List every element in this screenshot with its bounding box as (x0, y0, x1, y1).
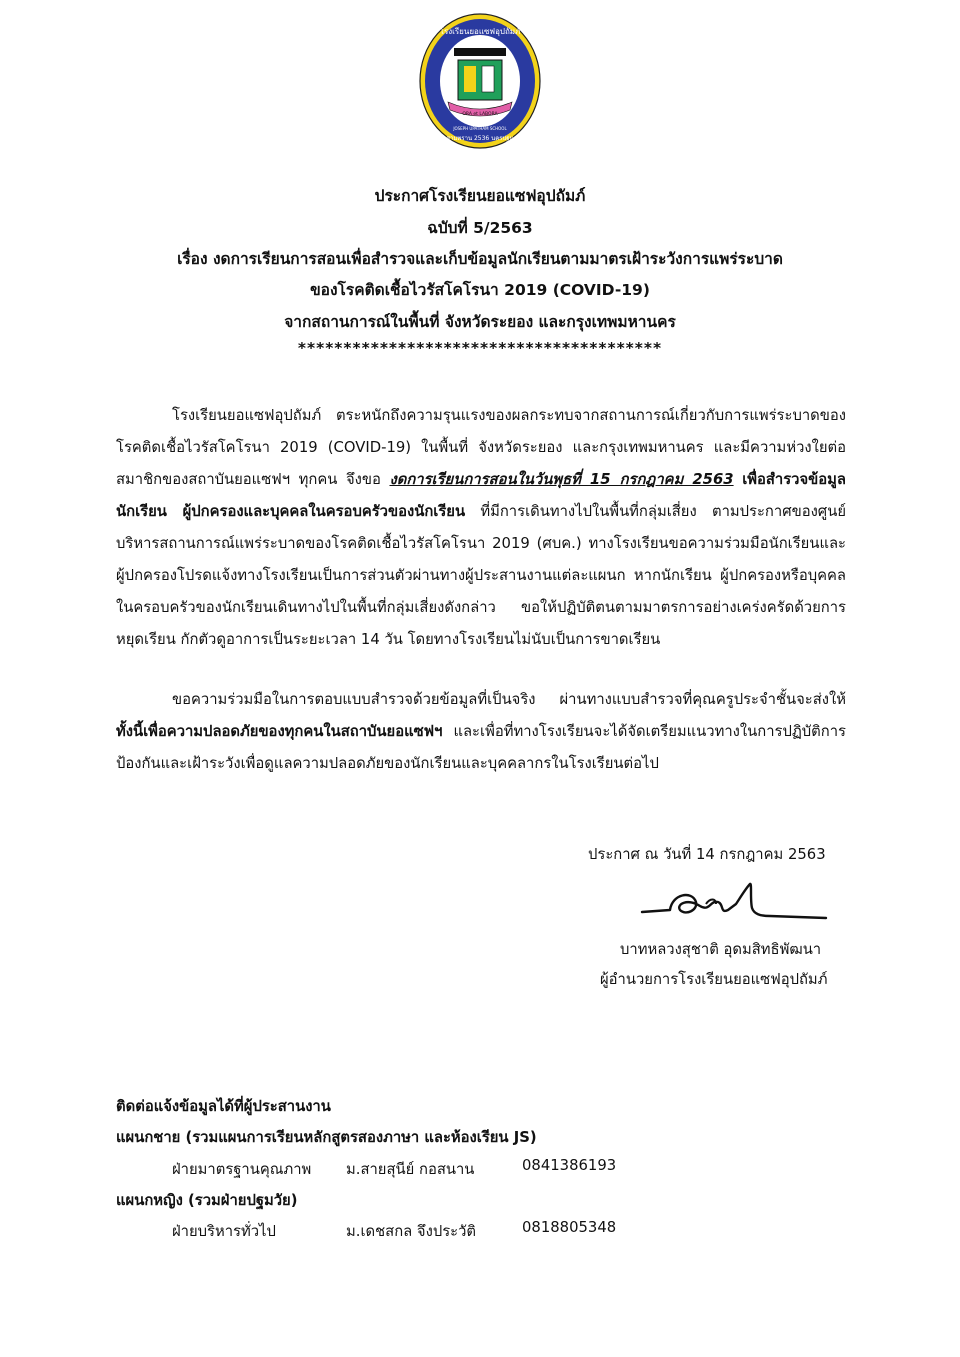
female-role: ฝ่ายบริหารทั่วไป (172, 1223, 276, 1240)
contact-heading: ติดต่อแจ้งข้อมูลได้ที่ผู้ประสานงาน (116, 1098, 331, 1115)
p2-text-a: ขอความร่วมมือในการตอบแบบสำรวจด้วยข้อมูลที่เป็นจริง ผ่านทางแบบสำรวจที่คุณครูประจำชั้นจะส่งให้ (172, 691, 846, 708)
body-paragraph-1 (116, 400, 846, 656)
signer-title: ผู้อำนวยการโรงเรียนยอแซฟอุปถัมภ์ (600, 971, 828, 988)
logo-arc-text: โรงเรียนยอแซฟอุปถัมภ์ (439, 27, 521, 36)
signature (640, 880, 830, 926)
logo-motto: ORA et LABORA (462, 112, 498, 117)
male-phone: 0841386193 (522, 1157, 617, 1174)
p2-bold-safety: ทั้งนี้เพื่อความปลอดภัยของทุกคนในสถาบันยอแซฟฯ (116, 723, 443, 740)
male-dept: แผนกชาย (รวมแผนการเรียนหลักสูตรสองภาษา และห้องเรียน JS) (116, 1129, 537, 1146)
p1-highlight-date: งดการเรียนการสอนในวันพุธที่ 15 กรกฎาคม 2563 (389, 471, 734, 488)
announcement-subject-line3: จากสถานการณ์ในพื้นที่ จังหวัดระยอง และกรุงเทพมหานคร (284, 313, 676, 331)
p1-text-a: โรงเรียนยอแซฟอุปถัมภ์ ตระหนักถึงความรุนแรงของผลกระทบจากสถานการณ์เกี่ยวกับการแพร่ระบาดของโรคติดเชื้อไวรัสโคโรนา 2019 (COVID-19) ในพื้นที่ จังหวัดระยอง และกรุงเทพมหานคร และมีความห่วงใยต่อสมาชิกของสถาบันยอแซฟฯ ทุกคน จึงขอ (116, 407, 846, 488)
female-dept: แผนกหญิง (รวมฝ่ายปฐมวัย) (116, 1192, 298, 1209)
logo-ring-text: JOSEPH UPATHAM SCHOOL (453, 126, 507, 131)
female-phone: 0818805348 (522, 1219, 617, 1236)
school-crest-logo (418, 12, 542, 150)
male-person: ม.สายสุนีย์ กอสนาน (346, 1161, 475, 1178)
female-person: ม.เดชสกล จึงประวัติ (346, 1223, 477, 1240)
announcement-subject: เรื่อง งดการเรียนการสอนเพื่อสำรวจและเก็บข้อมูลนักเรียนตามมาตรเฝ้าระวังการแพร่ระบาด (177, 250, 783, 268)
announcement-number: ฉบับที่ 5/2563 (427, 219, 533, 237)
p1-bold-purpose: เพื่อสำรวจข้อมูลนักเรียน ผู้ปกครองและบุคคลในครอบครัวของนักเรียน (116, 471, 846, 520)
separator-stars: **************************************** (297, 339, 663, 357)
logo-est: สามพราน 2536 นครปฐม (446, 135, 514, 142)
body-paragraph-2 (116, 684, 846, 780)
announcement-title: ประกาศโรงเรียนยอแซฟอุปถัมภ์ (374, 187, 586, 205)
p2-text-c: และเพื่อที่ทางโรงเรียนจะได้จัดเตรียมแนวทางในการปฏิบัติการป้องกันและเฝ้าระวังเพื่อดูแลความปลอดภัยของนักเรียนและบุคคลากรในโรงเรียนต่อไป (116, 723, 846, 772)
announcement-subject-line2: ของโรคติดเชื้อไวรัสโคโรนา 2019 (COVID-19) (310, 281, 650, 299)
signer-name: บาทหลวงสุชาติ อุดมสิทธิพัฒนา (620, 941, 822, 958)
p1-text-d: ที่มีการเดินทางไปในพื้นที่กลุ่มเสี่ยง ตามประกาศของศูนย์บริหารสถานการณ์แพร่ระบาดของโรคติดเชื้อไวรัสโคโรนา 2019 (ศบค.) ทางโรงเรียนขอความร่วมมือนักเรียนและผู้ปกครองโปรดแจ้งทางโรงเรียนเป็นการส่วนตัวผ่านทางผู้ประสานงานแต่ละแผนก หากนักเรียน ผู้ปกครองหรือบุคคลในครอบครัวของนักเรียนเดินทางไปในพื้นที่กลุ่มเสี่ยงดังกล่าว ขอให้ปฏิบัติตนตามมาตรการอย่างเคร่งครัดด้วยการหยุดเรียน กักตัวดูอาการเป็นระยะเวลา 14 วัน โดยทางโรงเรียนไม่นับเป็นการขาดเรียน (116, 503, 846, 648)
announce-date: ประกาศ ณ วันที่ 14 กรกฎาคม 2563 (588, 846, 826, 863)
male-role: ฝ่ายมาตรฐานคุณภาพ (172, 1161, 312, 1178)
